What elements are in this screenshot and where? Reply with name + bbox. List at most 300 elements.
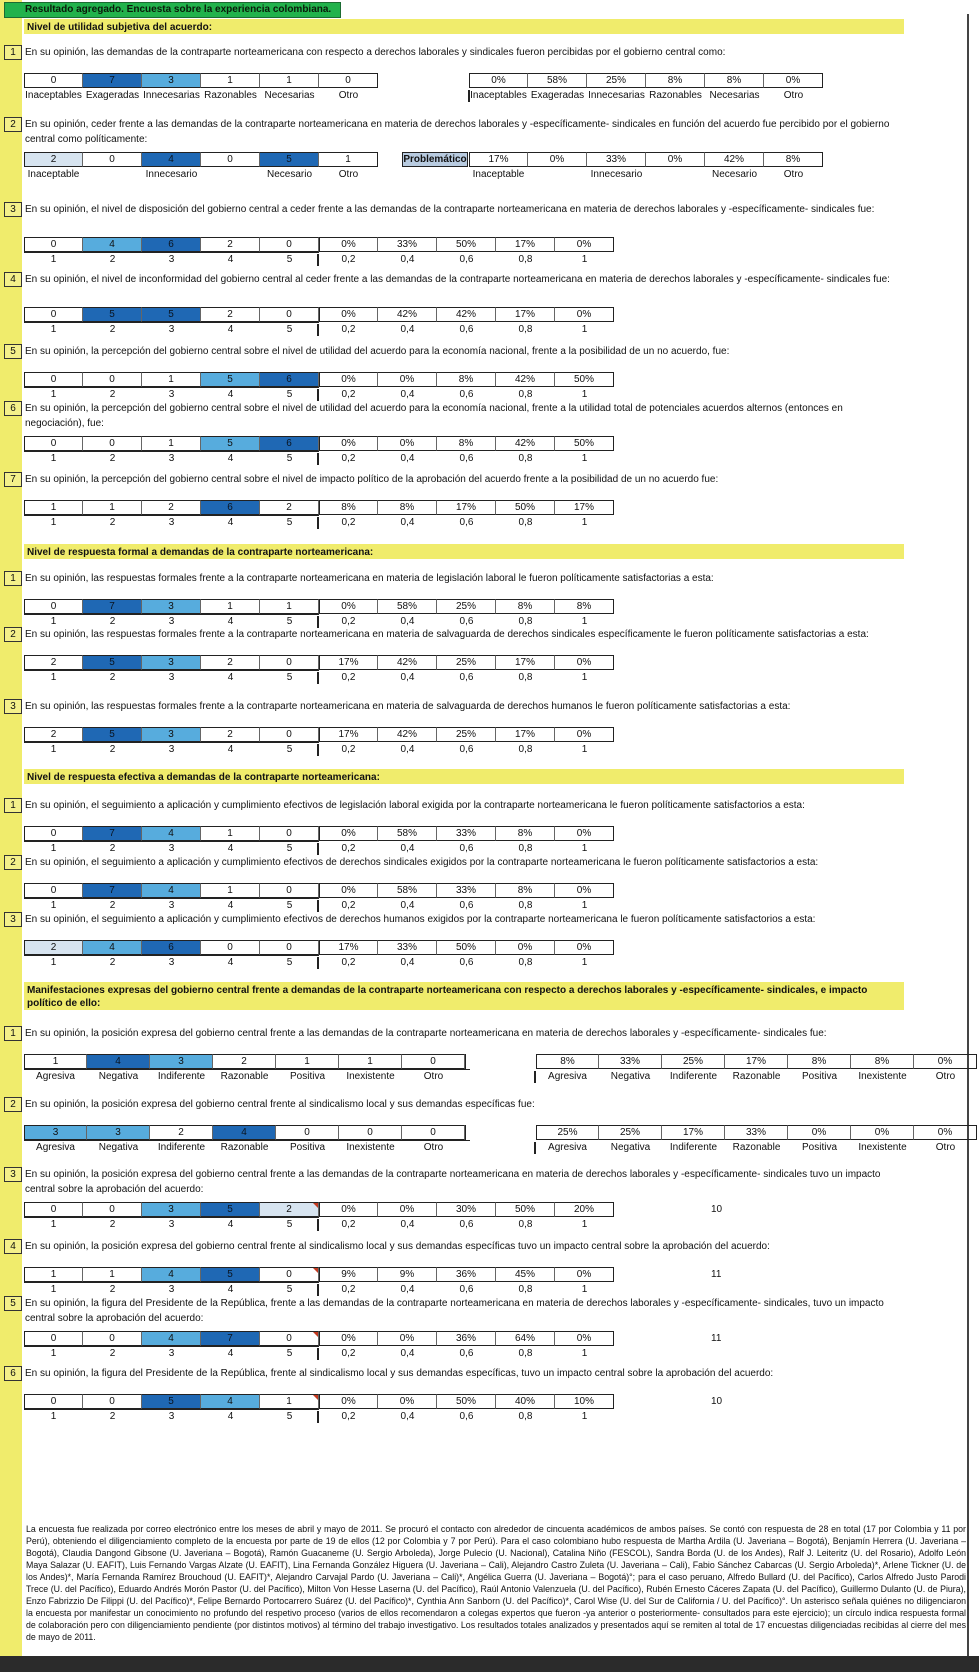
percent-cell[interactable]: 20% [555,1202,614,1217]
category-label: Otro [423,1071,444,1082]
category-label: Inaceptable [27,169,80,180]
percent-cell[interactable]: 50% [496,1202,555,1217]
percent-cell[interactable]: 8% [496,599,555,614]
percent-cell[interactable]: 33% [587,152,646,167]
scale-label: 2 [109,672,116,683]
question-number: 5 [4,1296,22,1311]
count-cell[interactable]: 0 [83,1202,142,1217]
percent-cell[interactable]: 0% [496,940,555,955]
count-cell[interactable]: 2 [201,307,260,322]
count-cell[interactable]: 5 [83,655,142,670]
scale-label: 1 [581,744,588,755]
count-cell[interactable]: 2 [201,237,260,252]
count-cell[interactable]: 0 [260,1267,319,1282]
count-cell[interactable]: 6 [142,940,201,955]
count-cell[interactable]: 5 [83,307,142,322]
percent-cell[interactable]: 42% [496,436,555,451]
scale-label: 3 [168,900,175,911]
count-cell[interactable]: 4 [87,1054,150,1069]
count-cell[interactable]: 1 [260,599,319,614]
count-cell[interactable]: 0 [260,727,319,742]
scale-label: 4 [227,324,234,335]
count-cell[interactable]: 1 [201,826,260,841]
count-cell[interactable]: 1 [83,500,142,515]
scale-label: 0,6 [459,1411,474,1422]
count-cell[interactable]: 5 [260,152,319,167]
bottom-scroll-bar[interactable] [0,1656,979,1672]
scale-label: 1 [50,957,57,968]
percent-cell[interactable]: 8% [788,1054,851,1069]
count-cell[interactable]: 0 [24,826,83,841]
response-total: 11 [711,1333,722,1344]
count-cell[interactable]: 7 [83,73,142,88]
count-cell[interactable]: 0 [24,1331,83,1346]
row-divider [24,1069,470,1070]
question-number: 2 [4,627,22,642]
scale-label: 4 [227,843,234,854]
percent-cell[interactable]: 0% [555,655,614,670]
percent-cell[interactable]: 10% [555,1394,614,1409]
count-cell[interactable]: 0 [24,883,83,898]
scale-label: 0,8 [518,324,533,335]
scale-label: 2 [109,389,116,400]
count-cell[interactable]: 1 [24,1267,83,1282]
count-cell[interactable]: 3 [142,73,201,88]
count-cell[interactable]: 3 [142,727,201,742]
count-cell[interactable]: 5 [83,727,142,742]
count-cell[interactable]: 4 [201,1394,260,1409]
count-cell[interactable]: 1 [260,1394,319,1409]
row-divider [24,614,319,615]
count-cell[interactable]: 1 [142,436,201,451]
percent-cell[interactable]: 45% [496,1267,555,1282]
scale-label: 0,6 [459,957,474,968]
count-cell[interactable]: 3 [142,1202,201,1217]
percent-cell[interactable]: 0% [378,372,437,387]
percent-cell[interactable]: 8% [496,826,555,841]
scale-label: 0,8 [518,389,533,400]
count-cell[interactable]: 0 [83,372,142,387]
percent-cell[interactable]: 17% [555,500,614,515]
category-label [83,168,142,182]
question-text: En su opinión, el seguimiento a aplicación y cumplimiento efectivos de derechos sindicales exigidos por la contraparte norteamericana le fueron políticamente satisfactorios a esta: [25,857,819,868]
count-cell[interactable]: 0 [83,1394,142,1409]
count-cell[interactable]: 2 [213,1054,276,1069]
count-cell[interactable]: 1 [319,152,378,167]
question-number: 1 [4,1026,22,1041]
scale-label: 0,8 [518,843,533,854]
scale-label: 0,2 [341,453,356,464]
count-cell[interactable]: 4 [142,1267,201,1282]
percent-cell[interactable]: 42% [705,152,764,167]
count-cell[interactable]: 2 [24,152,83,167]
count-cell[interactable]: 4 [213,1125,276,1140]
percent-cell[interactable]: 8% [437,436,496,451]
percent-cell[interactable]: 0% [555,1331,614,1346]
scale-divider [317,517,319,529]
percent-cell[interactable]: 0% [319,237,378,252]
percent-cell[interactable]: 0% [914,1054,977,1069]
count-cell[interactable]: 4 [142,826,201,841]
count-cell[interactable]: 0 [319,73,378,88]
percent-cell[interactable]: 58% [378,826,437,841]
category-label [646,168,705,182]
scale-label: 0,8 [518,1348,533,1359]
percent-cell[interactable]: 17% [496,307,555,322]
percent-cell[interactable]: 8% [646,73,705,88]
percent-cell[interactable]: 42% [378,655,437,670]
scale-label: 0,2 [341,1411,356,1422]
category-label: Agresiva [548,1142,587,1153]
problematic-tag[interactable]: Problemático [403,154,467,165]
percent-cell[interactable]: 17% [725,1054,788,1069]
percent-cell[interactable]: 0% [378,436,437,451]
percent-cell[interactable]: 40% [496,1394,555,1409]
count-cell[interactable]: 4 [83,237,142,252]
count-cell[interactable]: 5 [201,1267,260,1282]
count-cell[interactable]: 2 [260,500,319,515]
scale-label: 0,6 [459,672,474,683]
percent-cell[interactable]: 50% [555,372,614,387]
count-cell[interactable]: 0 [260,826,319,841]
percent-cell[interactable]: 33% [437,826,496,841]
count-cell[interactable]: 0 [260,655,319,670]
percent-cell[interactable]: 42% [496,372,555,387]
count-cell[interactable]: 0 [24,73,83,88]
percent-cell[interactable]: 42% [437,307,496,322]
percent-cell[interactable]: 50% [496,500,555,515]
percent-cell[interactable]: 33% [599,1054,662,1069]
count-cell[interactable]: 1 [24,1054,87,1069]
row-divider [24,841,319,842]
scale-label: 1 [50,324,57,335]
count-cell[interactable]: 4 [142,1331,201,1346]
percent-cell[interactable]: 8% [764,152,823,167]
scale-label: 3 [168,744,175,755]
scale-label: 3 [168,453,175,464]
percent-cell[interactable]: 17% [319,655,378,670]
count-cell[interactable]: 0 [24,307,83,322]
percent-cell[interactable]: 0% [378,1394,437,1409]
percent-cell[interactable]: 0% [319,1331,378,1346]
question-text: En su opinión, la percepción del gobierno central sobre el nivel de utilidad del acuerdo para la economía nacional, frente a la utilidad total de potenciales acuerdos alternos (entonces en negociación), fue: [25,403,843,429]
count-cell[interactable]: 1 [83,1267,142,1282]
scale-label: 0,6 [459,843,474,854]
count-cell[interactable]: 3 [142,599,201,614]
percent-cell[interactable]: 30% [437,1202,496,1217]
count-cell[interactable]: 1 [276,1054,339,1069]
percent-cell[interactable]: 25% [587,73,646,88]
question-number: 2 [4,117,22,132]
count-cell[interactable]: 5 [142,1394,201,1409]
percent-cell[interactable]: 0% [851,1125,914,1140]
count-cell[interactable]: 5 [142,307,201,322]
scale-label: 0,8 [518,744,533,755]
percent-cell[interactable]: 25% [437,727,496,742]
percent-cell[interactable]: 0% [914,1125,977,1140]
count-cell[interactable]: 6 [260,372,319,387]
percent-cell[interactable]: 64% [496,1331,555,1346]
scale-label: 0,4 [400,1411,415,1422]
count-cell[interactable]: 6 [142,237,201,252]
percent-cell[interactable]: 0% [528,152,587,167]
count-cell[interactable]: 2 [24,727,83,742]
count-cell[interactable]: 3 [150,1054,213,1069]
scale-label: 0,6 [459,1348,474,1359]
percent-cell[interactable]: 36% [437,1331,496,1346]
scale-label: 5 [286,616,293,627]
count-cell[interactable]: 7 [201,1331,260,1346]
count-cell[interactable]: 5 [201,436,260,451]
count-cell[interactable]: 0 [201,152,260,167]
row-divider [24,898,319,899]
count-cell[interactable]: 0 [83,152,142,167]
percent-cell[interactable]: 0% [555,826,614,841]
percent-cell[interactable]: 25% [437,655,496,670]
count-cell[interactable]: 1 [142,372,201,387]
count-cell[interactable]: 6 [260,436,319,451]
percent-cell[interactable]: 17% [496,237,555,252]
count-cell[interactable]: 2 [201,727,260,742]
percent-cell[interactable]: 0% [378,1202,437,1217]
question-number: 3 [4,1167,22,1182]
percent-cell[interactable]: 8% [555,599,614,614]
scale-label: 1 [581,1284,588,1295]
percent-cell[interactable]: 25% [662,1054,725,1069]
scale-divider [317,957,319,969]
percent-cell[interactable]: 8% [851,1054,914,1069]
scale-label: 4 [227,1411,234,1422]
percent-cell[interactable]: 0% [469,73,528,88]
scale-label: 0,6 [459,324,474,335]
percent-cell[interactable]: 0% [319,307,378,322]
scale-label: 3 [168,517,175,528]
percent-cell[interactable]: 17% [496,727,555,742]
scale-divider [468,90,470,102]
count-cell[interactable]: 3 [142,655,201,670]
question-text: En su opinión, la figura del Presidente de la República, frente al sindicalismo local y sus demandas específicas, tuvo un impacto central sobre la aprobación del acuerdo: [25,1368,774,1379]
percent-cell[interactable]: 0% [764,73,823,88]
scale-label: 1 [581,672,588,683]
blank-cell [465,1125,466,1140]
right-border-line [967,14,969,1656]
row-divider [24,1282,319,1283]
question-number: 4 [4,1239,22,1254]
count-cell[interactable]: 0 [260,883,319,898]
count-cell[interactable]: 7 [83,599,142,614]
percent-cell[interactable]: 17% [496,655,555,670]
percent-cell[interactable]: 0% [555,307,614,322]
percent-cell[interactable]: 17% [319,727,378,742]
percent-cell[interactable]: 0% [646,152,705,167]
count-cell[interactable]: 1 [260,73,319,88]
percent-cell[interactable]: 0% [319,1202,378,1217]
scale-label: 0,2 [341,1284,356,1295]
count-cell[interactable]: 0 [24,372,83,387]
percent-cell[interactable]: 0% [555,237,614,252]
row-divider [24,1217,319,1218]
count-cell[interactable]: 2 [260,1202,319,1217]
count-cell[interactable]: 2 [24,940,83,955]
question-number: 1 [4,571,22,586]
scale-label: 1 [581,1219,588,1230]
percent-cell[interactable]: 0% [555,727,614,742]
percent-cell[interactable]: 25% [437,599,496,614]
category-label: Otro [935,1142,956,1153]
percent-cell[interactable]: 0% [319,883,378,898]
count-cell[interactable]: 0 [339,1125,402,1140]
percent-cell[interactable]: 33% [725,1125,788,1140]
count-cell[interactable]: 1 [201,883,260,898]
scale-label: 1 [50,900,57,911]
scale-label: 1 [581,957,588,968]
count-cell[interactable]: 0 [260,307,319,322]
scale-label: 5 [286,1219,293,1230]
count-cell[interactable]: 2 [142,500,201,515]
percent-cell[interactable]: 50% [437,940,496,955]
count-cell[interactable]: 1 [339,1054,402,1069]
percent-cell[interactable]: 9% [378,1267,437,1282]
percent-cell[interactable]: 0% [319,372,378,387]
scale-label: 0,2 [341,1219,356,1230]
percent-cell[interactable]: 50% [437,1394,496,1409]
count-cell[interactable]: 3 [87,1125,150,1140]
percent-cell[interactable]: 33% [378,940,437,955]
scale-label: 3 [168,616,175,627]
count-cell[interactable]: 1 [201,73,260,88]
percent-cell[interactable]: 50% [437,237,496,252]
count-cell[interactable]: 0 [402,1125,465,1140]
question-text: En su opinión, la figura del Presidente de la República, frente a las demandas de la contraparte norteamericana en materia de derechos laborales y -específicamente- sindicales, tuvo un impacto central sobre la aprobación del acuerdo: [25,1298,884,1324]
scale-label: 4 [227,616,234,627]
category-label: Innecesarias [143,90,200,101]
row-divider [24,451,319,452]
count-cell[interactable]: 0 [276,1125,339,1140]
count-cell[interactable]: 0 [24,599,83,614]
category-label: Innecesarias [588,90,645,101]
count-cell[interactable]: 0 [402,1054,465,1069]
scale-divider [317,900,319,912]
scale-label: 0,2 [341,517,356,528]
count-cell[interactable]: 4 [83,940,142,955]
count-cell[interactable]: 0 [260,237,319,252]
scale-label: 0,2 [341,616,356,627]
percent-cell[interactable]: 42% [378,727,437,742]
percent-cell[interactable]: 0% [555,883,614,898]
percent-cell[interactable]: 17% [469,152,528,167]
percent-cell[interactable]: 58% [378,599,437,614]
percent-cell[interactable]: 0% [788,1125,851,1140]
percent-cell[interactable]: 36% [437,1267,496,1282]
percent-cell[interactable]: 33% [378,237,437,252]
count-cell[interactable]: 3 [24,1125,87,1140]
count-cell[interactable]: 7 [83,826,142,841]
percent-cell[interactable]: 8% [378,500,437,515]
percent-cell[interactable]: 0% [319,1394,378,1409]
section-header: Nivel de respuesta formal a demandas de la contraparte norteamericana: [24,544,904,559]
count-cell[interactable]: 5 [201,372,260,387]
count-cell[interactable]: 2 [201,655,260,670]
count-cell[interactable]: 6 [201,500,260,515]
count-cell[interactable]: 1 [24,500,83,515]
count-cell[interactable]: 0 [24,1394,83,1409]
percent-cell[interactable]: 33% [437,883,496,898]
category-label: Necesario [266,169,313,180]
percent-cell[interactable]: 9% [319,1267,378,1282]
percent-cell[interactable]: 0% [555,940,614,955]
count-cell[interactable]: 2 [150,1125,213,1140]
scale-label: 0,8 [518,957,533,968]
count-cell[interactable]: 0 [24,436,83,451]
scale-label: 5 [286,744,293,755]
count-cell[interactable]: 4 [142,152,201,167]
count-cell[interactable]: 4 [142,883,201,898]
percent-cell[interactable]: 8% [319,500,378,515]
percent-cell[interactable]: 0% [319,436,378,451]
category-label: Inexistente [858,1071,907,1082]
scale-label: 1 [50,1411,57,1422]
percent-cell[interactable]: 0% [555,1267,614,1282]
percent-cell[interactable]: 58% [378,883,437,898]
percent-cell[interactable]: 25% [599,1125,662,1140]
percent-cell[interactable]: 0% [319,599,378,614]
percent-cell[interactable]: 8% [496,883,555,898]
count-cell[interactable]: 0 [260,940,319,955]
percent-cell[interactable]: 8% [705,73,764,88]
percent-cell[interactable]: 42% [378,307,437,322]
percent-cell[interactable]: 17% [662,1125,725,1140]
question-number: 2 [4,1097,22,1112]
count-cell[interactable]: 5 [201,1202,260,1217]
category-label: Razonable [732,1071,781,1082]
percent-cell[interactable]: 58% [528,73,587,88]
percent-cell[interactable]: 0% [319,826,378,841]
percent-cell[interactable]: 25% [536,1125,599,1140]
count-cell[interactable]: 0 [24,237,83,252]
percent-cell[interactable]: 17% [437,500,496,515]
count-cell[interactable]: 0 [83,1331,142,1346]
count-cell[interactable]: 7 [83,883,142,898]
question-text: En su opinión, la posición expresa del gobierno central frente al sindicalismo local y sus demandas específicas tuvo un impacto central sobre la aprobación del acuerdo: [25,1241,770,1252]
question-text: En su opinión, las respuestas formales frente a la contraparte norteamericana en materia de salvaguarda de derechos humanos le fueron políticamente satisfactorias a esta: [25,701,791,712]
count-cell[interactable]: 0 [260,1331,319,1346]
count-cell[interactable]: 1 [201,599,260,614]
count-cell[interactable]: 2 [24,655,83,670]
category-label: Otro [783,90,804,101]
comment-indicator [313,1268,318,1273]
category-label: Negativa [610,1142,651,1153]
blank-cell [465,1054,466,1069]
category-label: Inexistente [858,1142,907,1153]
percent-cell[interactable]: 8% [536,1054,599,1069]
scale-label: 1 [50,1284,57,1295]
percent-cell[interactable]: 17% [319,940,378,955]
count-cell[interactable]: 0 [24,1202,83,1217]
scale-label: 0,8 [518,517,533,528]
scale-label: 0,8 [518,672,533,683]
question-number: 3 [4,699,22,714]
category-label: Necesarias [709,90,760,101]
percent-cell[interactable]: 0% [378,1331,437,1346]
count-cell[interactable]: 0 [83,436,142,451]
percent-cell[interactable]: 8% [437,372,496,387]
scale-divider [317,1284,319,1296]
category-label: Razonables [649,90,702,101]
sheet-title-cell[interactable]: Resultado agregado. Encuesta sobre la experiencia colombiana. [4,2,341,18]
scale-divider [534,1142,536,1154]
count-cell[interactable]: 0 [201,940,260,955]
percent-cell[interactable]: 50% [555,436,614,451]
